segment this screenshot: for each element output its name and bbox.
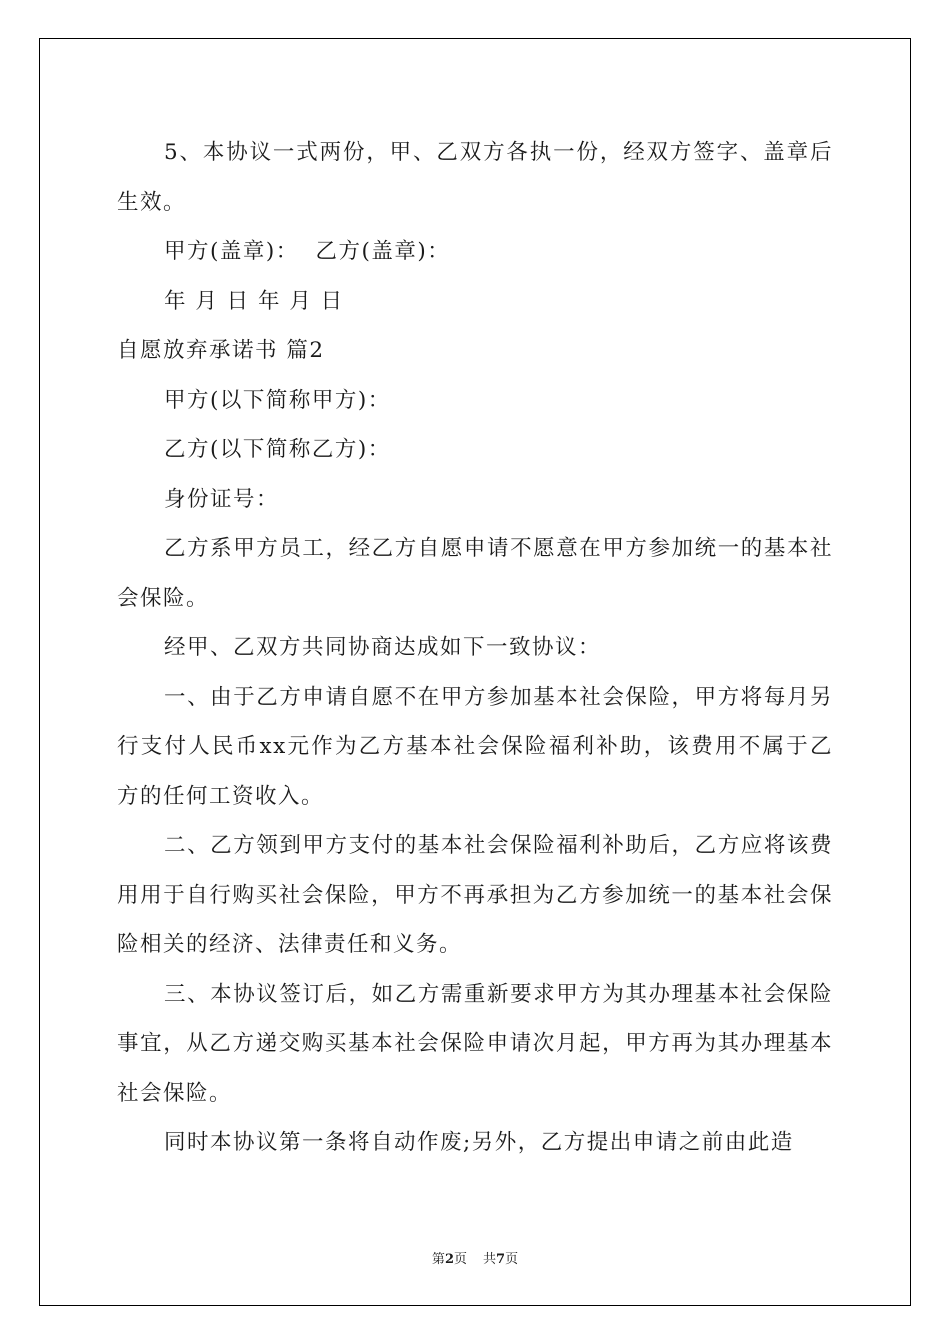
paragraph: 同时本协议第一条将自动作废;另外，乙方提出申请之前由此造 bbox=[164, 1130, 794, 1155]
paragraph: 身份证号： bbox=[164, 486, 280, 512]
paragraph: 乙方系甲方员工，经乙方自愿申请不愿意在甲方参加统一的基本社会保险。 bbox=[117, 536, 833, 611]
current-page-number: 2 bbox=[444, 1252, 454, 1267]
section-heading: 自愿放弃承诺书 篇2 bbox=[117, 338, 325, 363]
paragraph: 年 月 日 年 月 日 bbox=[164, 288, 344, 314]
page-indicator: 第2页 bbox=[431, 1252, 467, 1267]
paragraph: 甲方(以下简称甲方)： bbox=[164, 387, 391, 413]
paragraph: 甲方(盖章)： 乙方(盖章)： bbox=[164, 239, 451, 264]
paragraph: 5、本协议一式两份，甲、乙双方各执一份，经双方签字、盖章后生效。 bbox=[117, 140, 833, 215]
paragraph: 乙方(以下简称乙方)： bbox=[164, 437, 391, 462]
document-body bbox=[117, 128, 833, 1168]
paragraph: 经甲、乙双方共同协商达成如下一致协议： bbox=[164, 635, 602, 660]
total-pages-indicator: 共7页 bbox=[483, 1252, 519, 1267]
paragraph: 二、乙方领到甲方支付的基本社会保险福利补助后，乙方应将该费用用于自行购买社会保险，甲方不再承担为乙方参加统一的基本社会保险相关的经济、法律责任和义务。 bbox=[117, 833, 833, 957]
total-page-number: 7 bbox=[496, 1252, 506, 1267]
page-footer bbox=[0, 1248, 950, 1267]
paragraph: 一、由于乙方申请自愿不在甲方参加基本社会保险，甲方将每月另行支付人民币xx元作为乙方基本社会保险福利补助，该费用不属于乙方的任何工资收入。 bbox=[117, 684, 833, 809]
paragraph: 三、本协议签订后，如乙方需重新要求甲方为其办理基本社会保险事宜，从乙方递交购买基本社会保险申请次月起，甲方再为其办理基本社会保险。 bbox=[117, 981, 833, 1106]
